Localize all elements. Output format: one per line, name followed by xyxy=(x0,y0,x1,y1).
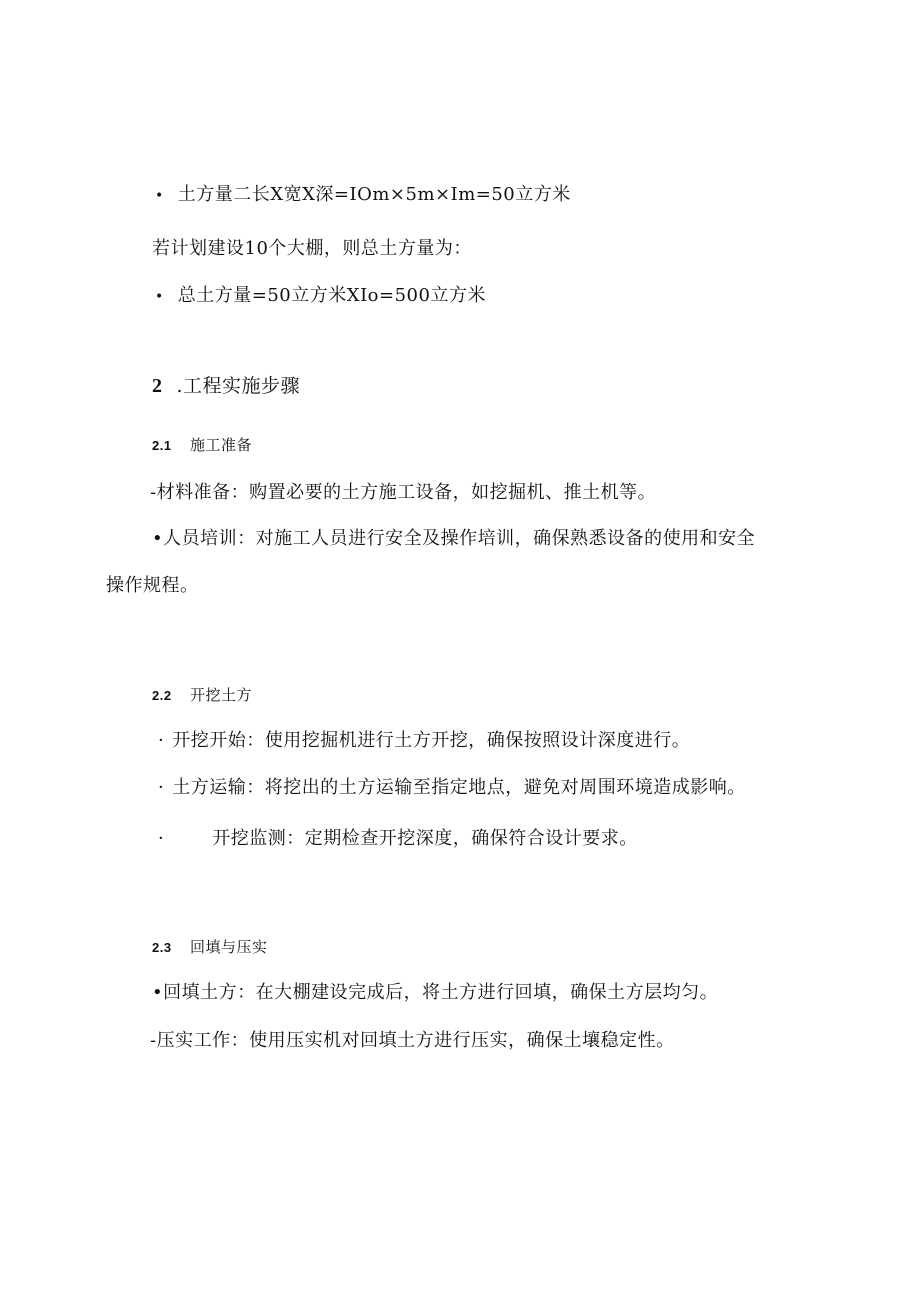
list-item xyxy=(158,827,638,851)
subsection-heading-2-1 xyxy=(152,433,252,458)
item-text: 压实工作：使用压实机对回填土方进行压实，确保土壤稳定性。 xyxy=(156,1030,675,1051)
item-prefix: • xyxy=(152,982,164,1003)
subsection-heading-2-3 xyxy=(152,935,268,960)
list-item xyxy=(150,481,656,505)
item-prefix: - xyxy=(150,482,157,503)
item-prefix: • xyxy=(152,528,164,549)
list-item xyxy=(150,1029,675,1053)
list-item xyxy=(152,981,718,1005)
section-number: 2 xyxy=(152,375,163,397)
formula-text-1: 土方量二长X宽X深=IOm×5m×Im=50立方米 xyxy=(177,184,571,205)
formula-line-1 xyxy=(155,183,571,208)
subsection-title: 施工准备 xyxy=(190,436,253,454)
item-text: 开挖监测：定期检查开挖深度，确保符合设计要求。 xyxy=(212,828,638,849)
list-item xyxy=(158,729,690,753)
bullet: · xyxy=(158,777,165,798)
bullet: • xyxy=(155,289,164,305)
section-heading xyxy=(152,374,300,399)
formula-line-2 xyxy=(155,284,486,309)
item-text: 回填土方：在大棚建设完成后，将土方进行回填，确保土方层均匀。 xyxy=(163,982,719,1003)
item-text: 开挖开始：使用挖掘机进行土方开挖，确保按照设计深度进行。 xyxy=(172,730,691,751)
subsection-heading-2-2 xyxy=(152,683,252,708)
formula-intro: 若计划建设10个大棚，则总土方量为： xyxy=(152,238,472,259)
subsection-number: 2.3 xyxy=(152,940,172,955)
bullet: · xyxy=(158,828,165,849)
bullet: • xyxy=(155,188,164,204)
bullet: · xyxy=(158,730,165,751)
item-text: 土方运输：将挖出的土方运输至指定地点，避免对周围环境造成影响。 xyxy=(172,777,746,798)
formula-text-2: 总土方量=50立方米XIo=500立方米 xyxy=(177,285,486,306)
item-text: 材料准备：购置必要的土方施工设备，如挖掘机、推土机等。 xyxy=(156,482,657,503)
section-title: .工程实施步骤 xyxy=(176,375,301,397)
list-item xyxy=(152,527,755,551)
list-item xyxy=(158,776,746,800)
subsection-number: 2.1 xyxy=(152,438,172,453)
list-item-continuation: 操作规程。 xyxy=(106,575,199,596)
subsection-title: 开挖土方 xyxy=(190,686,253,704)
item-text: 人员培训：对施工人员进行安全及操作培训，确保熟悉设备的使用和安全 xyxy=(163,528,756,549)
subsection-number: 2.2 xyxy=(152,688,172,703)
subsection-title: 回填与压实 xyxy=(190,938,268,956)
item-prefix: - xyxy=(150,1030,157,1051)
